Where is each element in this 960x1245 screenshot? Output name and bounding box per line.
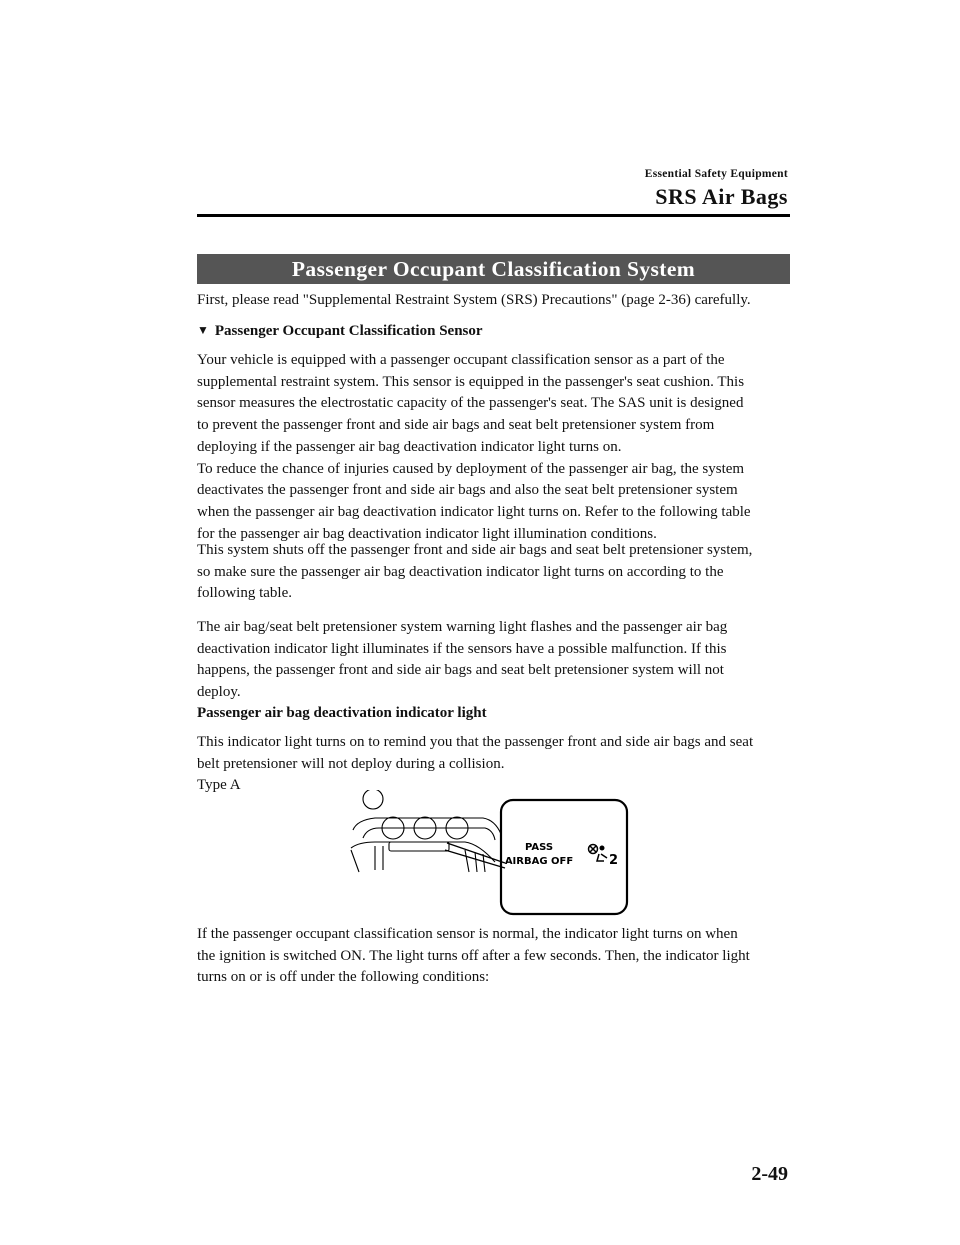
text-line: so make sure the passenger air bag deactivation indicator light turns on according to the	[197, 563, 724, 580]
text-line: sensor measures the electrostatic capacity of the passenger's seat. The SAS unit is designed	[197, 395, 744, 412]
indicator-panel	[389, 842, 449, 851]
text-line: This system shuts off the passenger front and side air bags and seat belt pretensioner system,	[197, 542, 753, 558]
text-line: deploy.	[197, 684, 241, 701]
text-line: for the passenger air bag deactivation indicator light illumination conditions.	[197, 525, 657, 542]
text-line: happens, the passenger front and side air bags and seat belt pretensioner system will not	[197, 662, 724, 679]
indicator-heading: Passenger air bag deactivation indicator light	[197, 705, 487, 721]
subsection-title: Passenger Occupant Classification Sensor	[214, 323, 483, 339]
indicator-paragraph	[197, 732, 797, 797]
section-banner: Passenger Occupant Classification System	[197, 254, 790, 284]
text-line: the ignition is switched ON. The light turns off after a few seconds. Then, the indicator light	[197, 947, 750, 964]
sensor-paragraph	[197, 350, 797, 545]
badge-pass-label: PASS	[524, 842, 554, 853]
dash-knob	[363, 790, 383, 809]
text-line: This indicator light turns on to remind you that the passenger front and side air bags and seat	[197, 734, 754, 750]
intro-paragraph: First, please read "Supplemental Restraint System (SRS) Precautions" (page 2-36) carefully.	[197, 292, 751, 308]
type-label: Type A	[197, 777, 241, 794]
airbag-off-icon	[589, 845, 608, 862]
subsection-heading	[197, 320, 797, 343]
text-line: If the passenger occupant classification sensor is normal, the indicator light turns on when	[197, 926, 738, 942]
indicator-illustration	[345, 790, 630, 918]
text-line: when the passenger air bag deactivation indicator light turns on. Refer to the following table	[197, 503, 751, 520]
text-line: Your vehicle is equipped with a passenger occupant classification sensor as a part of the	[197, 352, 725, 368]
chapter-title: SRS Air Bags	[655, 184, 788, 209]
text-line: turns on or is off under the following conditions:	[197, 969, 490, 986]
normal-operation-paragraph	[197, 924, 797, 989]
warning-paragraph	[197, 617, 797, 704]
text-line: following table.	[197, 585, 292, 602]
badge-airbag-off-label: AIRBAG OFF	[504, 856, 574, 867]
shutoff-paragraph	[197, 540, 797, 605]
text-line: to prevent the passenger front and side air bags and seat belt pretensioner system from	[197, 417, 715, 434]
text-line: deactivates the passenger front and side air bags and also the seat belt pretensioner system	[197, 482, 738, 499]
text-line: To reduce the chance of injuries caused by deployment of the passenger air bag, the system	[197, 460, 745, 477]
text-line: deactivation indicator light illuminates if the sensors have a possible malfunction. If this	[197, 640, 727, 657]
page-number: 2-49	[751, 1163, 788, 1185]
down-triangle-icon: ▼	[197, 323, 209, 337]
text-line: deploying if the passenger air bag deactivation indicator light turns on.	[197, 438, 622, 455]
header-divider	[197, 214, 790, 217]
text-line: supplemental restraint system. This sensor is equipped in the passenger's seat cushion. This	[197, 373, 745, 390]
badge-icon-number: 2	[609, 853, 619, 868]
section-header: Essential Safety Equipment	[644, 168, 788, 180]
text-line: The air bag/seat belt pretensioner system warning light flashes and the passenger air bag	[197, 619, 728, 635]
text-line: belt pretensioner will not deploy during a collision.	[197, 755, 505, 772]
